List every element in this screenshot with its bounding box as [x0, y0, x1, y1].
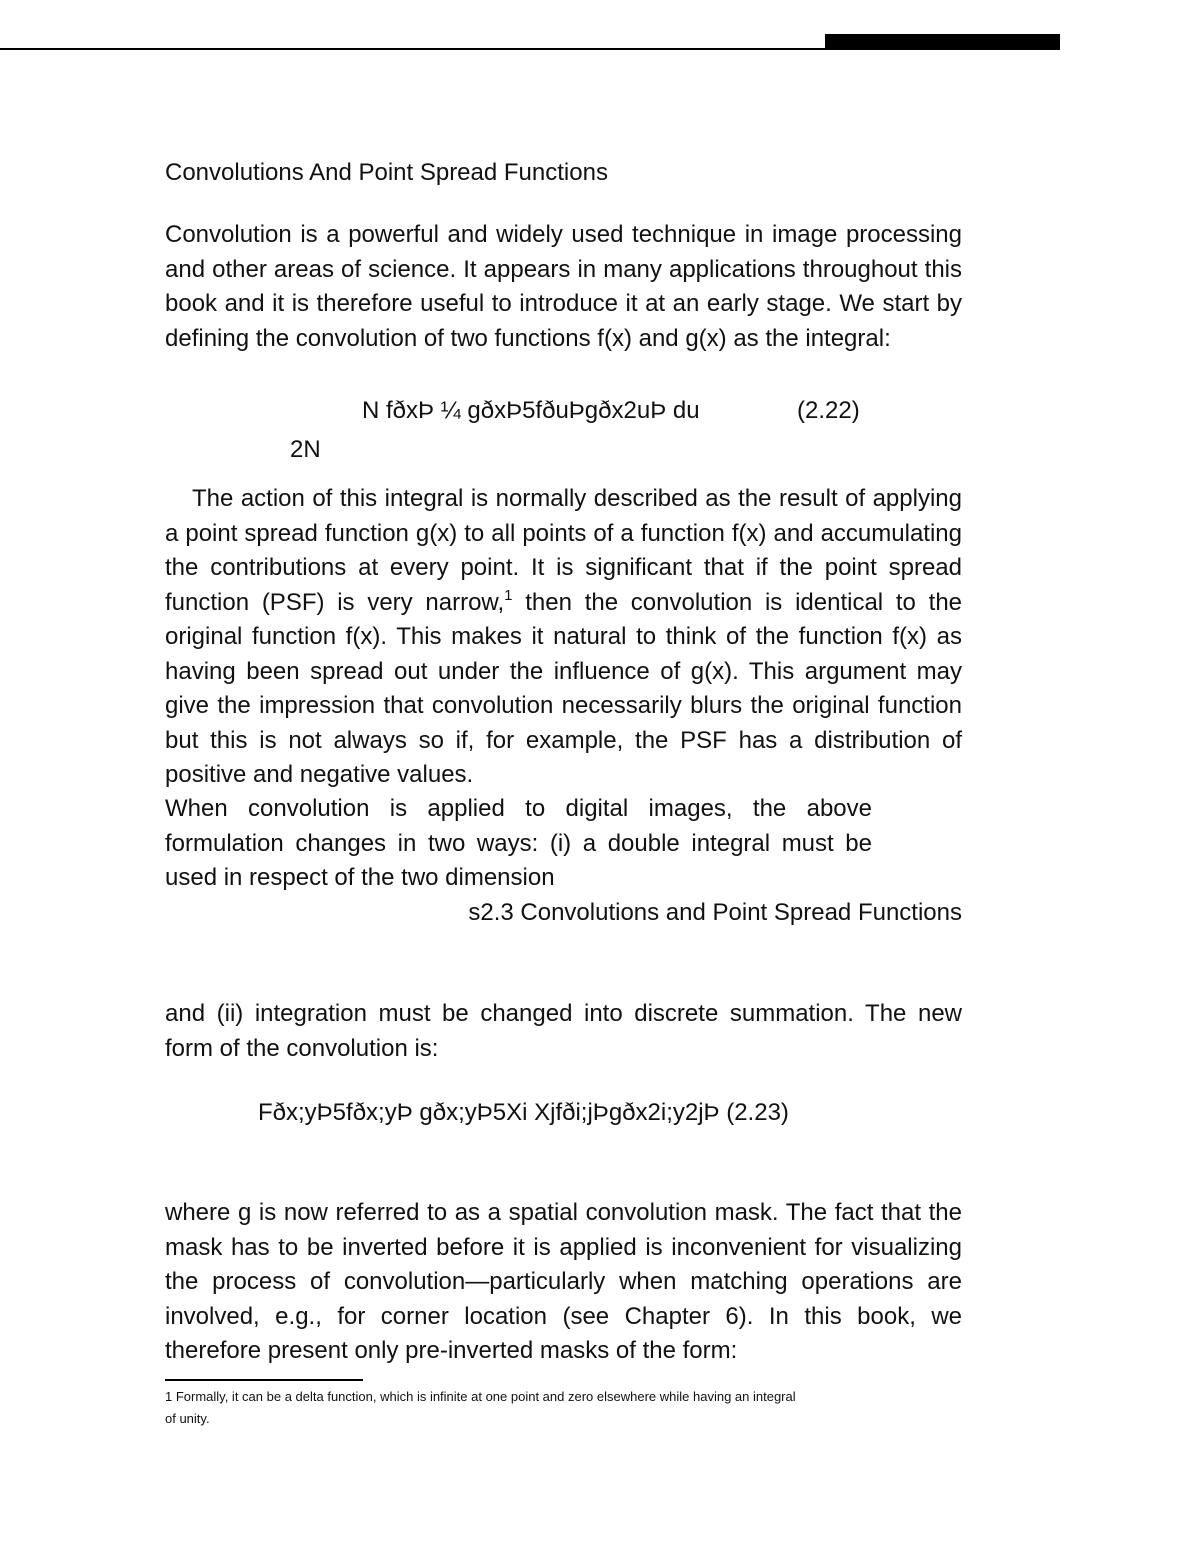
equation-2-22: N fðxÞ ¼ gðxÞ5fðuÞgðx2uÞ du	[362, 397, 700, 424]
footnote-line-2: of unity.	[165, 1411, 210, 1426]
equation-2-23: Fðx;yÞ5fðx;yÞ gðx;yÞ5Xi Xjfði;jÞgðx2i;y2jÞ (2.23)	[258, 1099, 789, 1126]
paragraph-mask: where g is now referred to as a spatial convolution mask. The fact that the mask has to be inverted before it is applied is inconvenient for visualizing the process of convolution—particularly when matching operations are involved, e.g., for corner location (see Chapter 6). In this book, we therefore present only pre-inverted masks of the form:	[165, 1199, 962, 1364]
top-rule-bar	[825, 34, 1060, 50]
paragraph-digital-line-3: used in respect of the two dimension	[165, 864, 555, 891]
paragraph-psf-part1: The action of this integral is normally described as the result of applying a point spread function g(x) to all points of a function f(x) and accumulating the contributions at every point. It is significant that if the point spread function (PSF) is very narrow,	[165, 485, 962, 616]
equation-2-22-number: (2.22)	[797, 397, 860, 424]
paragraph-discrete: and (ii) integration must be changed into discrete summation. The new form of the convolution is:	[165, 1000, 962, 1062]
footnote-rule	[165, 1379, 363, 1381]
footnote-marker: 1	[504, 586, 513, 604]
running-head: s2.3 Convolutions and Point Spread Functions	[468, 899, 962, 926]
equation-2-22-lower-limit: 2N	[290, 436, 321, 463]
paragraph-digital	[165, 792, 872, 896]
paragraph-psf-part2: then the convolution is identical to the original function f(x). This makes it natural to think of the function f(x) as having been spread out under the influence of g(x). This argument may give the impression that convolution necessarily blurs the original function but this is not always so if, for example, the PSF has a distribution of positive and negative values.	[165, 588, 963, 788]
paragraph-intro: Convolution is a powerful and widely used technique in image processing and other areas of science. It appears in many applications throughout this book and it is therefore useful to introduce it at an early stage. We start by defining the convolution of two functions f(x) and g(x) as the integral:	[165, 221, 962, 352]
paragraph-digital-line-2: formulation changes in two ways: (i) a double integral must be	[165, 829, 872, 857]
paragraph-digital-line-1: When convolution is applied to digital images, the above	[165, 795, 872, 822]
paragraph-psf	[165, 482, 962, 793]
section-title: Convolutions And Point Spread Functions	[165, 159, 608, 186]
footnote	[165, 1386, 885, 1430]
footnote-line-1: 1 Formally, it can be a delta function, which is infinite at one point and zero elsewhere while having an integral	[165, 1389, 796, 1404]
